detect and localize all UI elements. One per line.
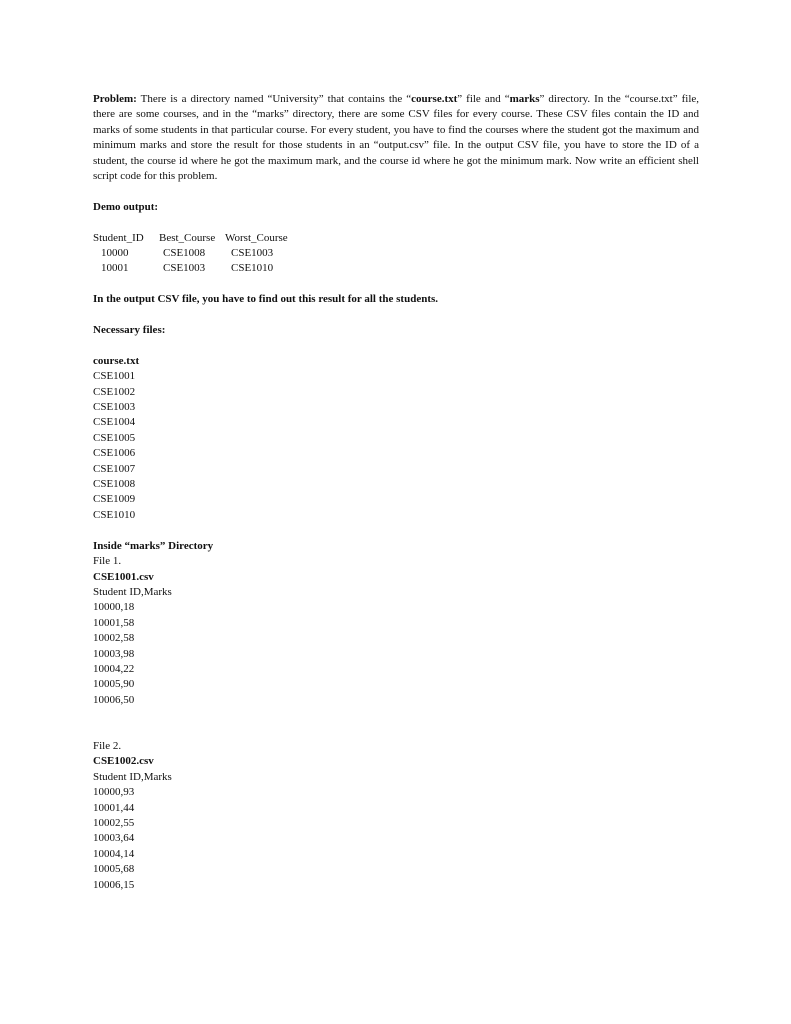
problem-bold-marks: marks (509, 93, 540, 105)
demo-cell-student-id: 10000 (101, 247, 129, 260)
file-name: CSE1001.csv (93, 570, 154, 583)
demo-cell-best-course: CSE1003 (163, 262, 206, 275)
demo-table-row (93, 261, 305, 276)
demo-header-student-id: Student_ID (93, 231, 144, 244)
course-line: CSE1008 (93, 478, 136, 491)
demo-table-header-row (93, 231, 305, 246)
csv-line: 10004,14 (93, 847, 135, 860)
demo-table-row (93, 246, 305, 261)
csv-line: 10001,44 (93, 801, 135, 814)
course-line: CSE1010 (93, 508, 136, 521)
csv-line: Student ID,Marks (93, 585, 172, 598)
csv-line: 10003,98 (93, 647, 135, 660)
course-line: CSE1006 (93, 447, 136, 460)
output-note: In the output CSV file, you have to find out this result for all the students. (93, 293, 439, 306)
demo-cell-best-course: CSE1008 (163, 247, 206, 260)
csv-line: 10005,90 (93, 678, 135, 691)
course-line: CSE1009 (93, 493, 136, 506)
problem-text-1: There is a directory named “University” that contains the “ (136, 93, 412, 105)
course-line: CSE1007 (93, 462, 136, 475)
problem-text-3: ” directory. In the “course.txt” file, there are some courses, and in the “marks” directory, there are some CSV files for every course. These CSV files contain the ID and marks of some students in that particular course. For every student, you have to find the courses where the student got the maximum and minimum marks and store the result for those students in an “output.csv” file. In the output CSV file, you have to store the ID of a student, the course id where he got the maximum mark, and the course id where he got the minimum mark. Now write an efficient shell script code for this problem. (93, 93, 700, 183)
csv-line: 10006,15 (93, 878, 135, 891)
demo-output-heading: Demo output: (93, 200, 159, 213)
necessary-files-heading: Necessary files: (93, 324, 166, 337)
csv-line: 10002,58 (93, 632, 135, 645)
problem-label: Problem: (93, 93, 137, 105)
problem-text-2: ” file and “ (457, 93, 510, 105)
file-name: CSE1002.csv (93, 755, 154, 768)
csv-line: Student ID,Marks (93, 770, 172, 783)
csv-line: 10006,50 (93, 693, 135, 706)
csv-line: 10005,68 (93, 863, 135, 876)
csv-line: 10004,22 (93, 662, 135, 675)
problem-statement (93, 92, 699, 184)
course-line: CSE1005 (93, 431, 136, 444)
file-label: File 1. (93, 555, 122, 568)
demo-output-table (93, 231, 305, 277)
csv-line: 10002,55 (93, 816, 135, 829)
course-line: CSE1001 (93, 370, 136, 383)
course-file-content (93, 369, 699, 523)
csv-line: 10001,58 (93, 616, 135, 629)
course-line: CSE1002 (93, 385, 136, 398)
problem-bold-course-txt: course.txt (411, 93, 458, 105)
marks-directory-heading: Inside “marks” Directory (93, 539, 214, 552)
document-page (93, 92, 699, 893)
course-line: CSE1004 (93, 416, 136, 429)
course-line: CSE1003 (93, 401, 136, 414)
csv-line: 10003,64 (93, 832, 135, 845)
csv-line: 10000,18 (93, 601, 135, 614)
demo-cell-worst-course: CSE1010 (231, 262, 274, 275)
file-label: File 2. (93, 739, 122, 752)
csv-line: 10000,93 (93, 786, 135, 799)
demo-header-best-course: Best_Course (159, 231, 216, 244)
marks-file-1 (93, 554, 699, 708)
marks-file-2 (93, 739, 699, 893)
demo-cell-worst-course: CSE1003 (231, 247, 274, 260)
demo-header-worst-course: Worst_Course (225, 231, 288, 244)
course-file-name: course.txt (93, 354, 140, 367)
demo-cell-student-id: 10001 (101, 262, 129, 275)
